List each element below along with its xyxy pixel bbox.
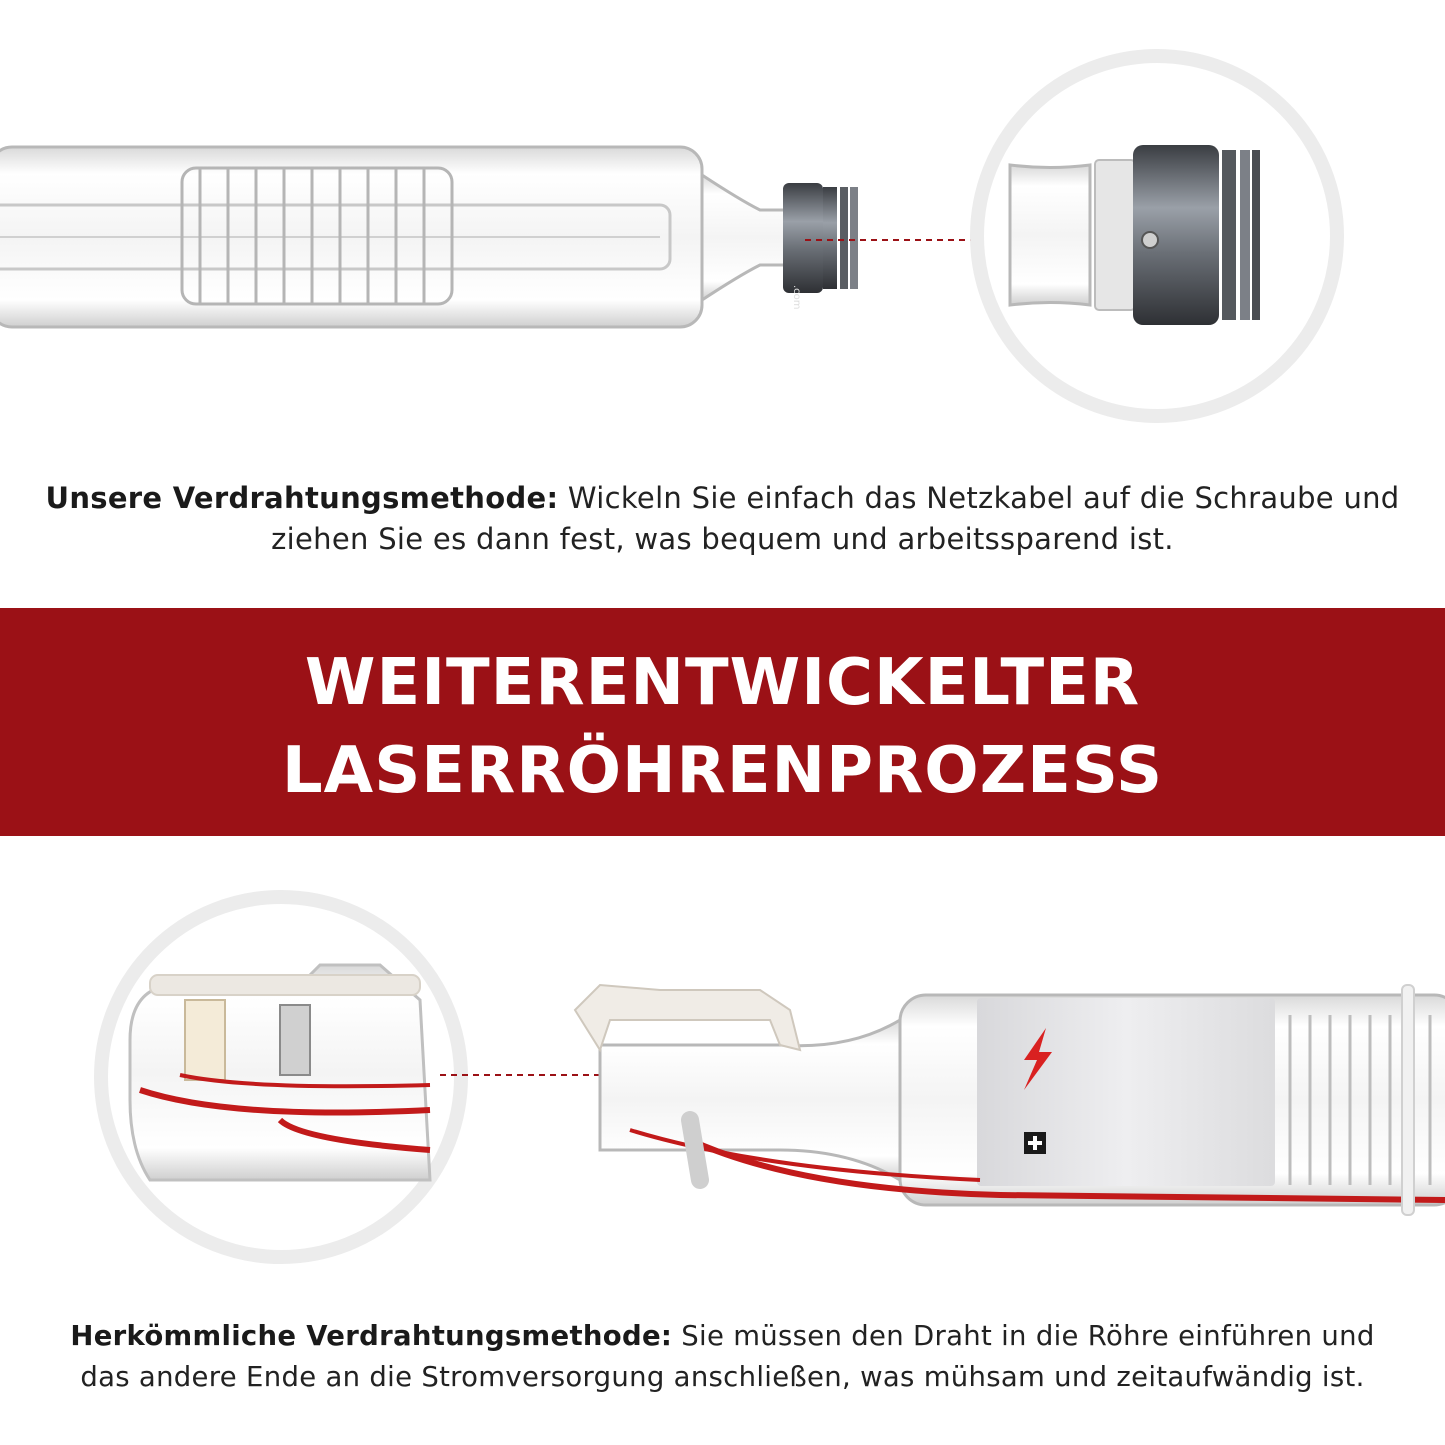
plus-icon bbox=[1024, 1132, 1046, 1154]
banner-title-line2: LASERRÖHRENPROZESS bbox=[281, 734, 1164, 808]
bottom-zoom-circle bbox=[101, 897, 461, 1257]
bottom-caption-rest: Sie müssen den Draht in die Röhre einführen und bbox=[672, 1320, 1375, 1352]
title-banner bbox=[0, 608, 1445, 836]
bottom-caption-line2: das andere Ende an die Stromversorgung anschließen, was mühsam und zeitaufwändig ist. bbox=[80, 1361, 1365, 1393]
top-caption-bold: Unsere Verdrahtungsmethode: bbox=[45, 481, 559, 515]
top-caption bbox=[0, 478, 1445, 560]
tube-label bbox=[977, 998, 1275, 1186]
bottom-caption-line1 bbox=[0, 1316, 1445, 1357]
top-caption-line1 bbox=[0, 478, 1445, 519]
bottom-caption-bold: Herkömmliche Verdrahtungsmethode: bbox=[70, 1320, 673, 1352]
bottom-laser-tube bbox=[575, 985, 1445, 1215]
bottom-caption bbox=[0, 1316, 1445, 1398]
top-caption-line2: ziehen Sie es dann fest, was bequem und arbeitssparend ist. bbox=[271, 522, 1174, 556]
svg-text:.com: .com bbox=[791, 285, 802, 310]
top-zoom-circle bbox=[977, 56, 1337, 416]
banner-title-line1: WEITERENTWICKELTER bbox=[304, 646, 1141, 720]
top-laser-tube bbox=[0, 147, 858, 327]
top-caption-rest: Wickeln Sie einfach das Netzkabel auf die Schraube und bbox=[558, 481, 1400, 515]
